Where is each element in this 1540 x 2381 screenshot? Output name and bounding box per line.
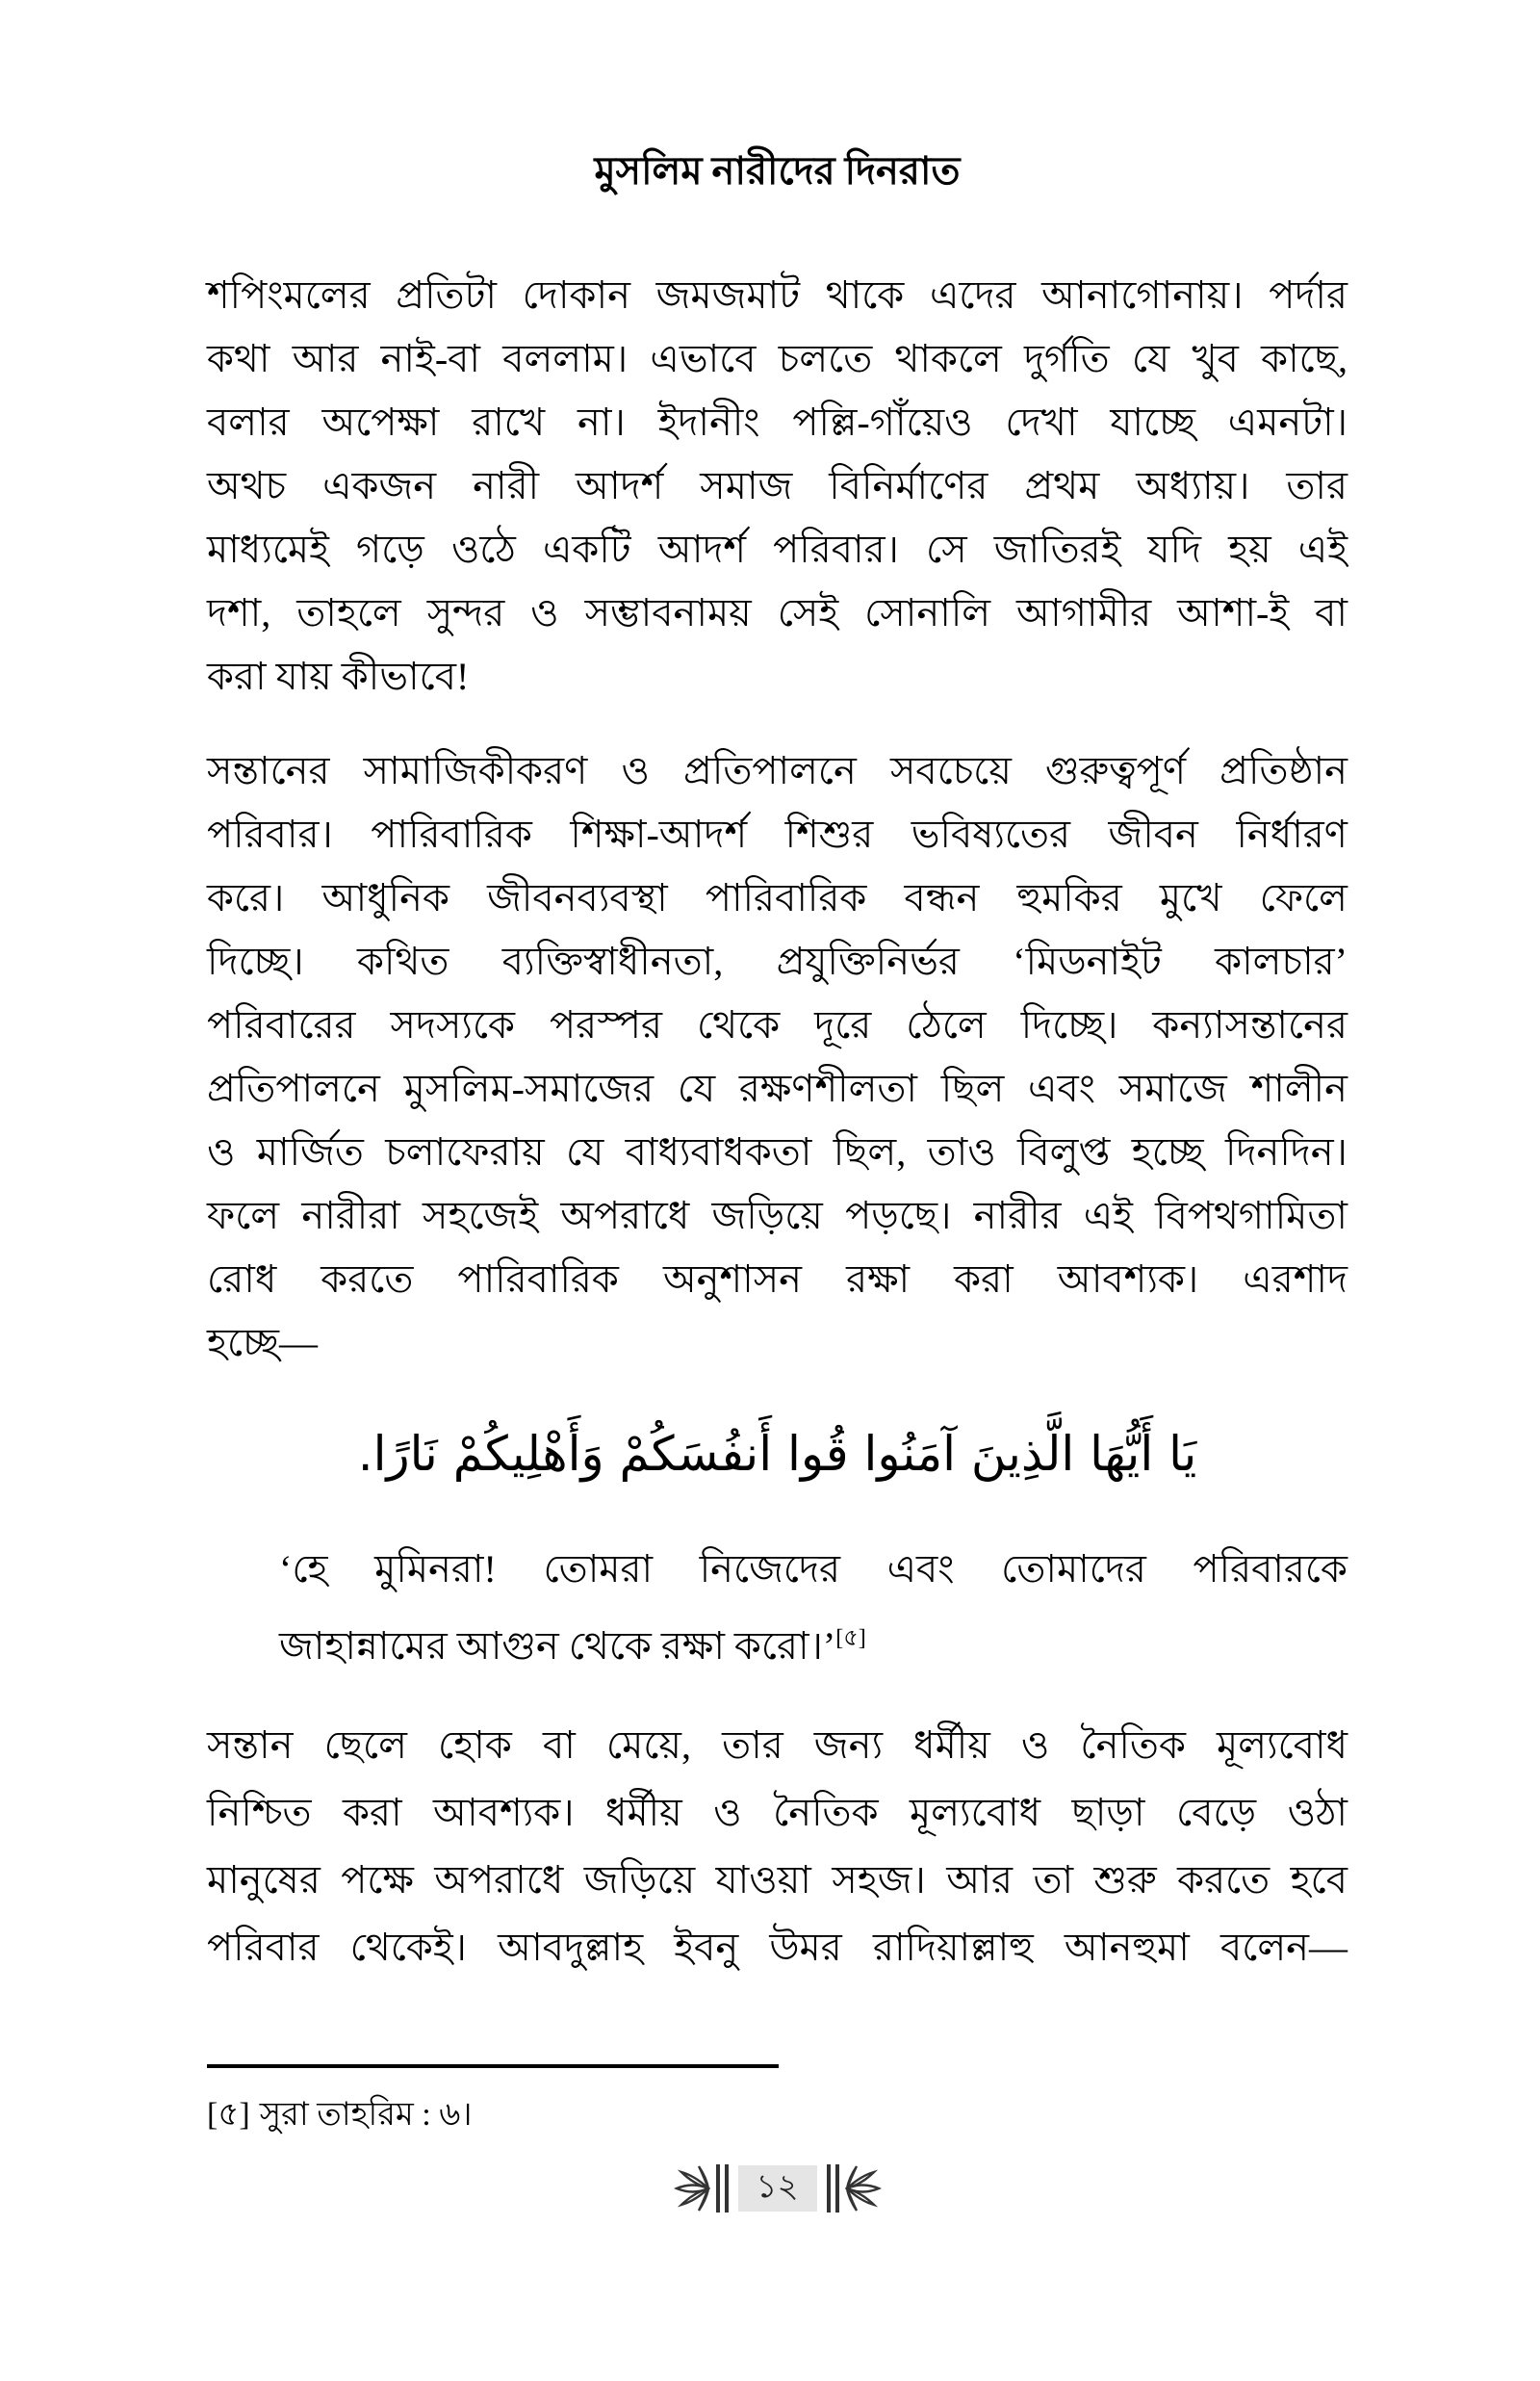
verse-translation (279, 1531, 1348, 1685)
text-line: হচ্ছে— (207, 1321, 318, 1364)
text-line: করে। আধুনিক জীবনব্যবস্থা পারিবারিক বন্ধন হুমকির মুখে ফেলে (207, 876, 1348, 919)
text-line: সন্তানের সামাজিকীকরণ ও প্রতিপালনে সবচেয়ে গুরুত্বপূর্ণ প্রতিষ্ঠান (207, 749, 1348, 792)
paragraph-3 (207, 1712, 1348, 1981)
running-header: মুসলিম নারীদের দিনরাত (594, 149, 961, 193)
bar (725, 2164, 729, 2213)
translation-line-2: জাহান্নামের আগুন থেকে রক্ষা করো।’ (279, 1624, 836, 1668)
text-line: শপিংমলের প্রতিটা দোকান জমজমাট থাকে এদের আনাগোনায়। পর্দার (207, 273, 1348, 317)
paragraph-1 (207, 264, 1348, 709)
text-line: মানুষের পক্ষে অপরাধে জড়িয়ে যাওয়া সহজ। আর তা শুরু করতে হবে (207, 1858, 1348, 1902)
text-line: দশা, তাহলে সুন্দর ও সম্ভাবনাময় সেই সোনালি আগামীর আশা-ই বা (207, 591, 1348, 634)
text-line: বলার অপেক্ষা রাখে না। ইদানীং পল্লি-গাঁয়েও দেখা যাচ্ছে এমনটা। (207, 401, 1348, 444)
page-number: ১২ (756, 2168, 799, 2205)
floral-ornament-left-icon (674, 2164, 710, 2213)
footnote-divider (207, 2064, 779, 2068)
footer-bars-left (716, 2164, 729, 2213)
bar (716, 2164, 720, 2213)
text-line (279, 1608, 1348, 1685)
bar (835, 2164, 839, 2213)
arabic-verse: يَا أَيُّهَا الَّذِينَ آمَنُوا قُوا أَنفُسَكُمْ وَأَهْلِيكُمْ نَارًا. (357, 1426, 1197, 1482)
translation-line-1: ‘হে মুমিনরা! তোমরা নিজেদের এবং তোমাদের পরিবারকে (279, 1547, 1348, 1591)
text-line: সন্তান ছেলে হোক বা মেয়ে, তার জন্য ধর্মীয় ও নৈতিক মূল্যবোধ (207, 1723, 1348, 1767)
text-line: ফলে নারীরা সহজেই অপরাধে জড়িয়ে পড়ছে। নারীর এই বিপথগামিতা (207, 1194, 1348, 1237)
paragraph-2 (207, 739, 1348, 1375)
text-line: পরিবার। পারিবারিক শিক্ষা-আদর্শ শিশুর ভবিষ্যতের জীবন নির্ধারণ (207, 813, 1348, 856)
footnote-text: সুরা তাহরিম : ৬। (259, 2097, 473, 2133)
bar (827, 2164, 831, 2213)
text-line: মাধ্যমেই গড়ে ওঠে একটি আদর্শ পরিবার। সে জাতিরই যদি হয় এই (207, 528, 1348, 571)
text-line: ও মার্জিত চলাফেরায় যে বাধ্যবাধকতা ছিল, তাও বিলুপ্ত হচ্ছে দিনদিন। (207, 1130, 1348, 1174)
text-line: নিশ্চিত করা আবশ্যক। ধর্মীয় ও নৈতিক মূল্যবোধ ছাড়া বেড়ে ওঠা (207, 1791, 1348, 1834)
text-line: করা যায় কীভাবে! (207, 655, 470, 698)
page-footer (207, 2164, 1348, 2213)
page-number-box (738, 2165, 817, 2212)
footnote-ref: [৫] (835, 1625, 866, 1651)
footnote (207, 2091, 1348, 2139)
text-line: প্রতিপালনে মুসলিম-সমাজের যে রক্ষণশীলতা ছিল এবং সমাজে শালীন (207, 1067, 1348, 1110)
text-line: রোধ করতে পারিবারিক অনুশাসন রক্ষা করা আবশ্যক। এরশাদ (207, 1257, 1348, 1301)
text-line: অথচ একজন নারী আদর্শ সমাজ বিনির্মাণের প্রথম অধ্যায়। তার (207, 464, 1348, 507)
text-line (279, 1531, 1348, 1608)
text-line: পরিবার থেকেই। আবদুল্লাহ ইবনু উমর রাদিয়াল্লাহু আনহুমা বলেন— (207, 1926, 1348, 1969)
text-line: পরিবারের সদস্যকে পরস্পর থেকে দূরে ঠেলে দিচ্ছে। কন্যাসন্তানের (207, 1003, 1348, 1047)
text-line: দিচ্ছে। কথিত ব্যক্তিস্বাধীনতা, প্রযুক্তিনির্ভর ‘মিডনাইট কালচার’ (207, 940, 1348, 983)
footnote-marker: [৫] (207, 2097, 250, 2133)
text-line: কথা আর নাই-বা বললাম। এভাবে চলতে থাকলে দুর্গতি যে খুব কাছে, (207, 337, 1348, 380)
floral-ornament-right-icon (845, 2164, 882, 2213)
footer-bars-right (827, 2164, 839, 2213)
